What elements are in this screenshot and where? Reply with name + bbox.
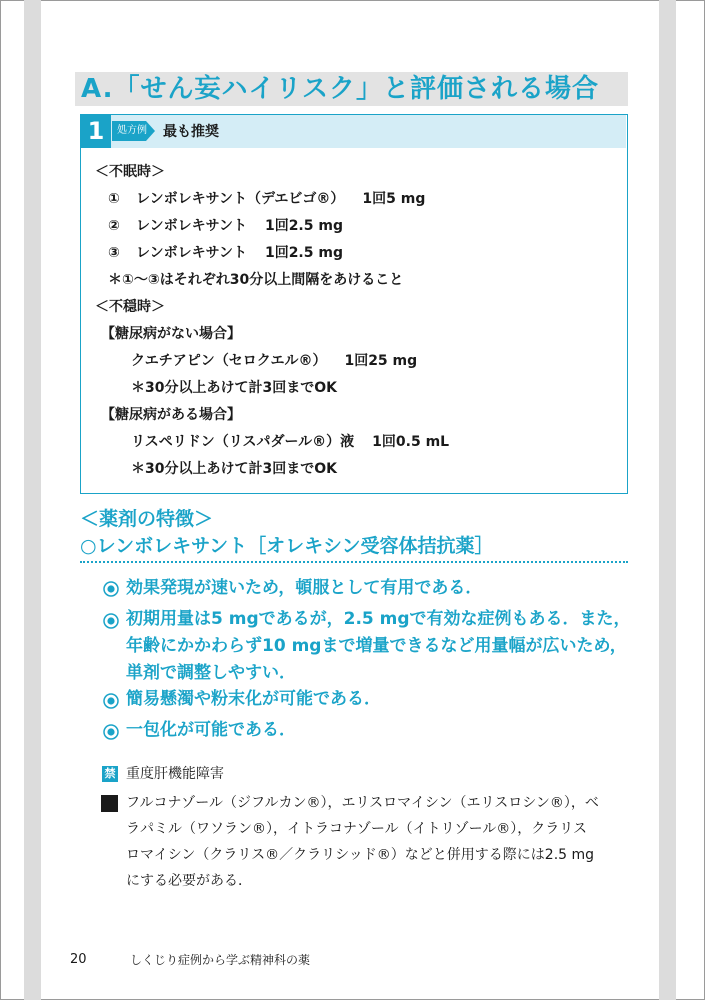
double-circle-icon [103, 613, 119, 629]
diabetes-drug: リスペリドン（リスパダール®）液 [131, 434, 355, 450]
no-diabetes-dose: 1回25 mg [344, 353, 418, 369]
page-number: 20 [70, 952, 87, 967]
double-circle-icon [103, 724, 119, 740]
section-title: A.「せん妄ハイリスク」と評価される場合 [75, 72, 628, 106]
feature-bullet-2-line-1: 初期用量は5 mgであるが，2.5 mgで有効な症例もある．また， [126, 609, 631, 629]
feature-bullet-4: 一包化が可能である． [126, 720, 296, 740]
features-heading: ＜薬剤の特徴＞ [80, 508, 214, 530]
no-diabetes-drug-line [131, 351, 417, 371]
rx-item-1-num: ① [108, 191, 120, 207]
prescription-tag-label: 処方例 [117, 125, 147, 136]
diabetes-dose: 1回0.5 mL [372, 434, 450, 450]
rx-item-1-drug: レンボレキサント（デエビゴ®） [136, 191, 345, 207]
diabetes-note: ＊30分以上あけて計3回までOK [131, 461, 337, 477]
diabetes-drug-line [131, 432, 449, 452]
diabetes-label: 【糖尿病がある場合】 [101, 407, 241, 423]
interaction-line-2: ラパミル（ワソラン®），イトラコナゾール（イトリゾール®），クラリス [126, 821, 588, 837]
interval-note: ＊①〜③はそれぞれ30分以上間隔をあけること [108, 272, 404, 288]
interaction-line-1: フルコナゾール（ジフルカン®），エリスロマイシン（エリスロシン®），ベ [126, 795, 599, 811]
feature-bullet-2-line-2: 年齢にかかわらず10 mgまで増量できるなど用量幅が広いため， [126, 636, 627, 656]
prescription-title: 最も推奨 [163, 124, 219, 140]
left-margin-bar [24, 0, 41, 1000]
drug-heading: ○レンボレキサント［オレキシン受容体拮抗薬］ [80, 535, 494, 557]
prescription-number: 1 [81, 115, 111, 148]
rx-item-2-num: ② [108, 218, 120, 234]
interaction-line-3: ロマイシン（クラリス®／クラリシッド®）などと併用する際には2.5 mg [126, 847, 595, 863]
insomnia-label: ＜不眠時＞ [95, 164, 165, 180]
rx-item-3-drug: レンボレキサント [136, 245, 247, 261]
rx-item-2-drug: レンボレキサント [136, 218, 247, 234]
feature-bullet-2-line-3: 単剤で調整しやすい． [126, 663, 296, 683]
dotted-divider [80, 561, 628, 563]
rx-item-3-num: ③ [108, 245, 120, 261]
no-diabetes-label: 【糖尿病がない場合】 [101, 326, 241, 342]
prescription-box [80, 114, 628, 494]
double-circle-icon [103, 581, 119, 597]
prohibition-badge-icon: 禁 [102, 766, 118, 782]
black-square-icon [101, 795, 118, 812]
rx-item-2 [108, 216, 343, 236]
right-margin-bar [659, 0, 676, 1000]
rx-item-3 [108, 243, 343, 263]
no-diabetes-note: ＊30分以上あけて計3回までOK [131, 380, 337, 396]
rx-item-1 [108, 189, 425, 209]
no-diabetes-drug: クエチアピン（セロクエル®） [131, 353, 327, 369]
rx-item-2-dose: 1回2.5 mg [264, 218, 343, 234]
interaction-line-4: にする必要がある． [126, 873, 252, 889]
agitation-label: ＜不穏時＞ [95, 299, 165, 315]
book-title: しくじり症例から学ぶ精神科の薬 [130, 953, 311, 967]
prescription-header [81, 115, 626, 148]
double-circle-icon [103, 693, 119, 709]
feature-bullet-3: 簡易懸濁や粉末化が可能である． [126, 689, 381, 709]
contraindication-text: 重度肝機能障害 [126, 766, 224, 782]
prescription-tag [112, 121, 155, 141]
rx-item-1-dose: 1回5 mg [362, 191, 426, 207]
rx-item-3-dose: 1回2.5 mg [264, 245, 343, 261]
feature-bullet-1: 効果発現が速いため，頓服として有用である． [126, 578, 483, 598]
